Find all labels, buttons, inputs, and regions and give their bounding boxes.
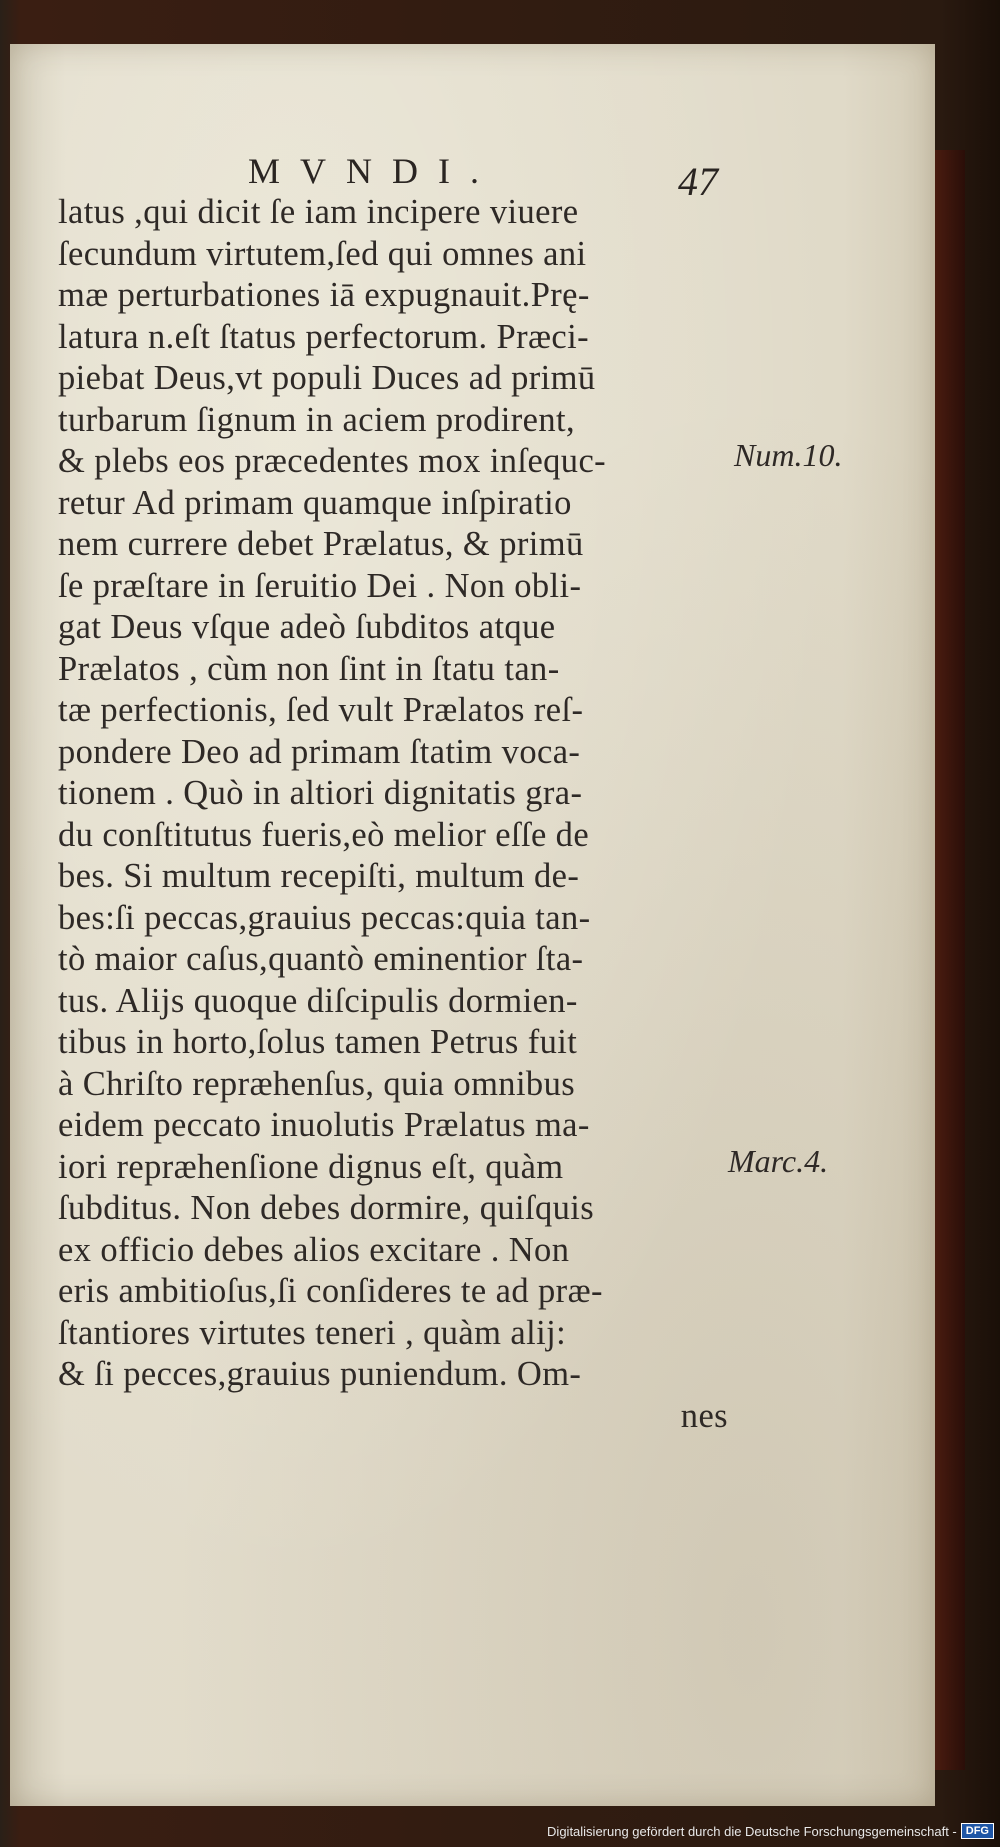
text-line: tus. Alijs quoque diſcipulis dormien- — [58, 981, 578, 1020]
text-line: bes. Si multum recepiſti, multum de- — [58, 857, 580, 895]
text-line: tò maior caſus,quantò eminentior ſta- — [58, 940, 584, 978]
text-line: ex officio debes alios excitare . Non — [58, 1230, 570, 1269]
text-line: Prælatos , cùm non ſint in ſtatu tan- — [58, 649, 560, 688]
text-line: & plebs eos præcedentes mox inſequc- — [58, 442, 607, 480]
marginal-note-num: Num.10. — [734, 437, 843, 473]
text-line: eris ambitioſus,ſi conſideres te ad præ- — [58, 1272, 603, 1310]
running-head: MVNDI. — [248, 151, 499, 191]
text-line: ſubditus. Non debes dormire, quiſquis — [58, 1189, 595, 1227]
text-line: mæ perturbationes iā expugnauit.Prę- — [58, 276, 590, 314]
text-line: tæ perfectionis, ſed vult Prælatos reſ- — [58, 691, 584, 729]
text-line: gat Deus vſque adeò ſubditos atque — [58, 608, 556, 646]
text-line: latus ,qui dicit ſe iam incipere viuere — [58, 193, 579, 231]
text-line: à Chriſto repræhenſus, quia omnibus — [58, 1064, 576, 1103]
text-line: pondere Deo ad primam ſtatim voca- — [58, 732, 581, 771]
marginal-note-marc: Marc.4. — [728, 1143, 829, 1179]
body-text — [58, 192, 738, 1437]
text-line: turbarum ſignum in aciem prodirent, — [58, 400, 575, 439]
text-line: iori repræhenſione dignus eſt, quàm — [58, 1147, 564, 1186]
page-number: 47 — [678, 159, 718, 204]
text-line: tibus in horto,ſolus tamen Petrus fuit — [58, 1023, 578, 1061]
credit-text: Digitalisierung gefördert durch die Deutsche Forschungsgemeinschaft - — [547, 1823, 957, 1839]
text-line: latura n.eſt ſtatus perfectorum. Præci- — [58, 317, 590, 356]
text-line: retur Ad primam quamque inſpiratio — [58, 483, 572, 522]
text-line: piebat Deus,vt populi Duces ad primū — [58, 359, 596, 397]
text-line: ſecundum virtutem,ſed qui omnes ani — [58, 234, 587, 273]
text-line: tionem . Quò in altiori dignitatis gra- — [58, 774, 583, 812]
text-line: ſe præſtare in ſeruitio Dei . Non obli- — [58, 566, 582, 605]
text-line: eidem peccato inuolutis Prælatus ma- — [58, 1106, 590, 1144]
catchword: nes — [680, 1396, 728, 1435]
text-line: bes:ſi peccas,grauius peccas:quia tan- — [58, 898, 591, 937]
text-line: ſtantiores virtutes teneri , quàm alij: — [58, 1313, 567, 1352]
text-line: & ſi pecces,grauius puniendum. Om- — [58, 1355, 582, 1393]
text-line: du conſtitutus fueris,eò melior eſſe de — [58, 815, 590, 854]
digitization-credit — [547, 1821, 994, 1841]
text-line: nem currere debet Prælatus, & primū — [58, 525, 584, 563]
dfg-logo: DFG — [961, 1823, 994, 1839]
page-edge — [935, 150, 965, 1770]
